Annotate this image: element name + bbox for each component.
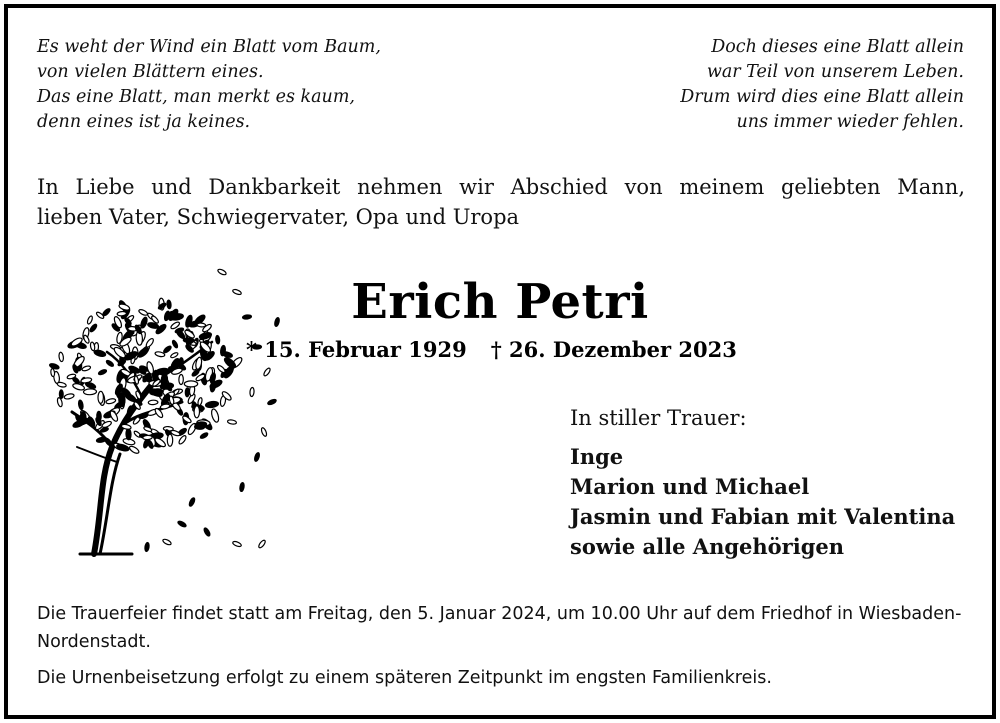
ceremony-text: Die Trauerfeier findet statt am Freitag, den 5. Januar 2024, um 10.00 Uhr auf dem Friedhof in Wiesbaden-Nordenstadt.	[37, 604, 962, 652]
poem-line: von vielen Blättern eines.	[37, 62, 264, 82]
deceased-name: Erich Petri	[351, 274, 649, 330]
poem-right	[680, 35, 964, 135]
poem-line: Drum wird dies eine Blatt allein	[680, 87, 964, 107]
intro-line: In Liebe und Dankbarkeit nehmen wir Abschied von meinem geliebten Mann,	[37, 175, 965, 199]
poem-line: denn eines ist ja keines.	[37, 112, 251, 132]
poem-left	[37, 35, 381, 135]
life-dates	[246, 337, 737, 362]
poem-line: uns immer wieder fehlen.	[736, 112, 964, 132]
death-date: † 26. Dezember 2023	[490, 337, 737, 362]
farewell-intro	[37, 172, 965, 232]
poem-line: Das eine Blatt, man merkt es kaum,	[37, 87, 355, 107]
intro-line: lieben Vater, Schwiegervater, Opa und Uropa	[37, 205, 520, 229]
mourner-name: sowie alle Angehörigen	[570, 534, 845, 559]
birth-date: * 15. Februar 1929	[246, 337, 467, 362]
funeral-info	[37, 600, 967, 692]
mourner-name: Marion und Michael	[570, 474, 810, 499]
mourner-name: Inge	[570, 444, 624, 469]
poem-line: war Teil von unserem Leben.	[706, 62, 964, 82]
mourner-name: Jasmin und Fabian mit Valentina	[570, 504, 956, 529]
urn-burial-text: Die Urnenbeisetzung erfolgt zu einem späteren Zeitpunkt im engsten Familienkreis.	[37, 668, 772, 688]
poem-line: Es weht der Wind ein Blatt vom Baum,	[37, 37, 381, 57]
mourning-lead: In stiller Trauer:	[570, 406, 747, 430]
mourners-block	[570, 404, 955, 562]
poem-line: Doch dieses eine Blatt allein	[711, 37, 964, 57]
